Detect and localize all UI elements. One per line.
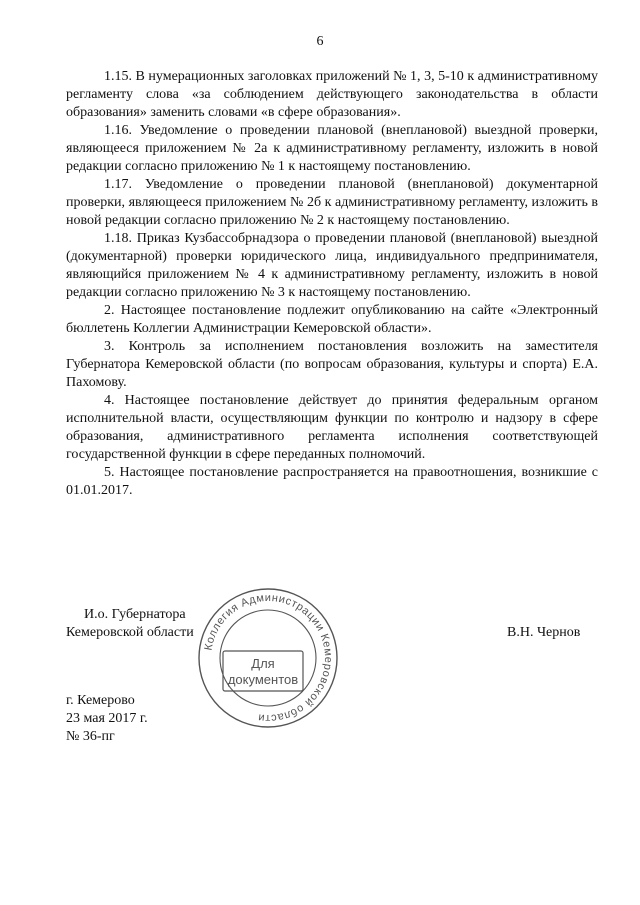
footer-date: 23 мая 2017 г. [66,711,148,726]
page-number: 6 [316,34,324,49]
paragraph-1-17: 1.17. Уведомление о проведении плановой (внеплановой) документарной проверки, являющееся приложением № 2б к административному регламенту, изложить в новой редакции согласно приложению № 2 к настоящему постановлению. [66,177,598,228]
paragraph-3: 3. Контроль за исполнением постановления возложить на заместителя Губернатора Кемеровской области (по вопросам образования, культуры и спорта) Е.А. Пахомову. [66,339,598,390]
document-body [66,68,598,500]
stamp-for-documents [222,650,304,692]
stamp-box-line1: Для [251,656,275,671]
signatory-title [66,606,194,642]
seal-ring-text: Коллегия Администрации Кемеровской области [202,591,335,725]
footer-number: № 36-пг [66,729,115,744]
stamp-box-line2: документов [227,672,299,687]
paragraph-5: 5. Настоящее постановление распространяется на правоотношения, возникшие с 01.01.2017. [66,465,598,498]
paragraph-1-15: 1.15. В нумерационных заголовках приложений № 1, 3, 5-10 к административному регламенту слова «за соблюдением действующего законодательства в области образования» заменить словами «в сфере образования». [66,69,598,120]
signatory-name: В.Н. Чернов [507,625,581,640]
paragraph-2: 2. Настоящее постановление подлежит опубликованию на сайте «Электронный бюллетень Коллегии Администрации Кемеровской области». [66,303,598,336]
document-footer [66,692,148,746]
signatory-title-line2: Кемеровской области [66,625,194,640]
footer-city: г. Кемерово [66,693,135,708]
paragraph-4: 4. Настоящее постановление действует до принятия федеральным органом исполнительной власти, осуществляющим функции по контролю и надзору в сфере образования, административного регламента исполнения соответствующей государственной функции в сфере переданных полномочий. [66,393,598,462]
signatory-title-line1: И.о. Губернатора [84,607,186,622]
paragraph-1-16: 1.16. Уведомление о проведении плановой (внеплановой) выездной проверки, являющееся приложением № 2а к административному регламенту, изложить в новой редакции согласно приложению № 1 к настоящему постановлению. [66,123,598,174]
paragraph-1-18: 1.18. Приказ Кузбассобрнадзора о проведении плановой (внеплановой) выездной (документарной) проверки юридического лица, индивидуального предпринимателя, являющийся приложением № 4 к административному регламенту, изложить в новой редакции согласно приложению № 3 к настоящему постановлению. [66,231,598,300]
